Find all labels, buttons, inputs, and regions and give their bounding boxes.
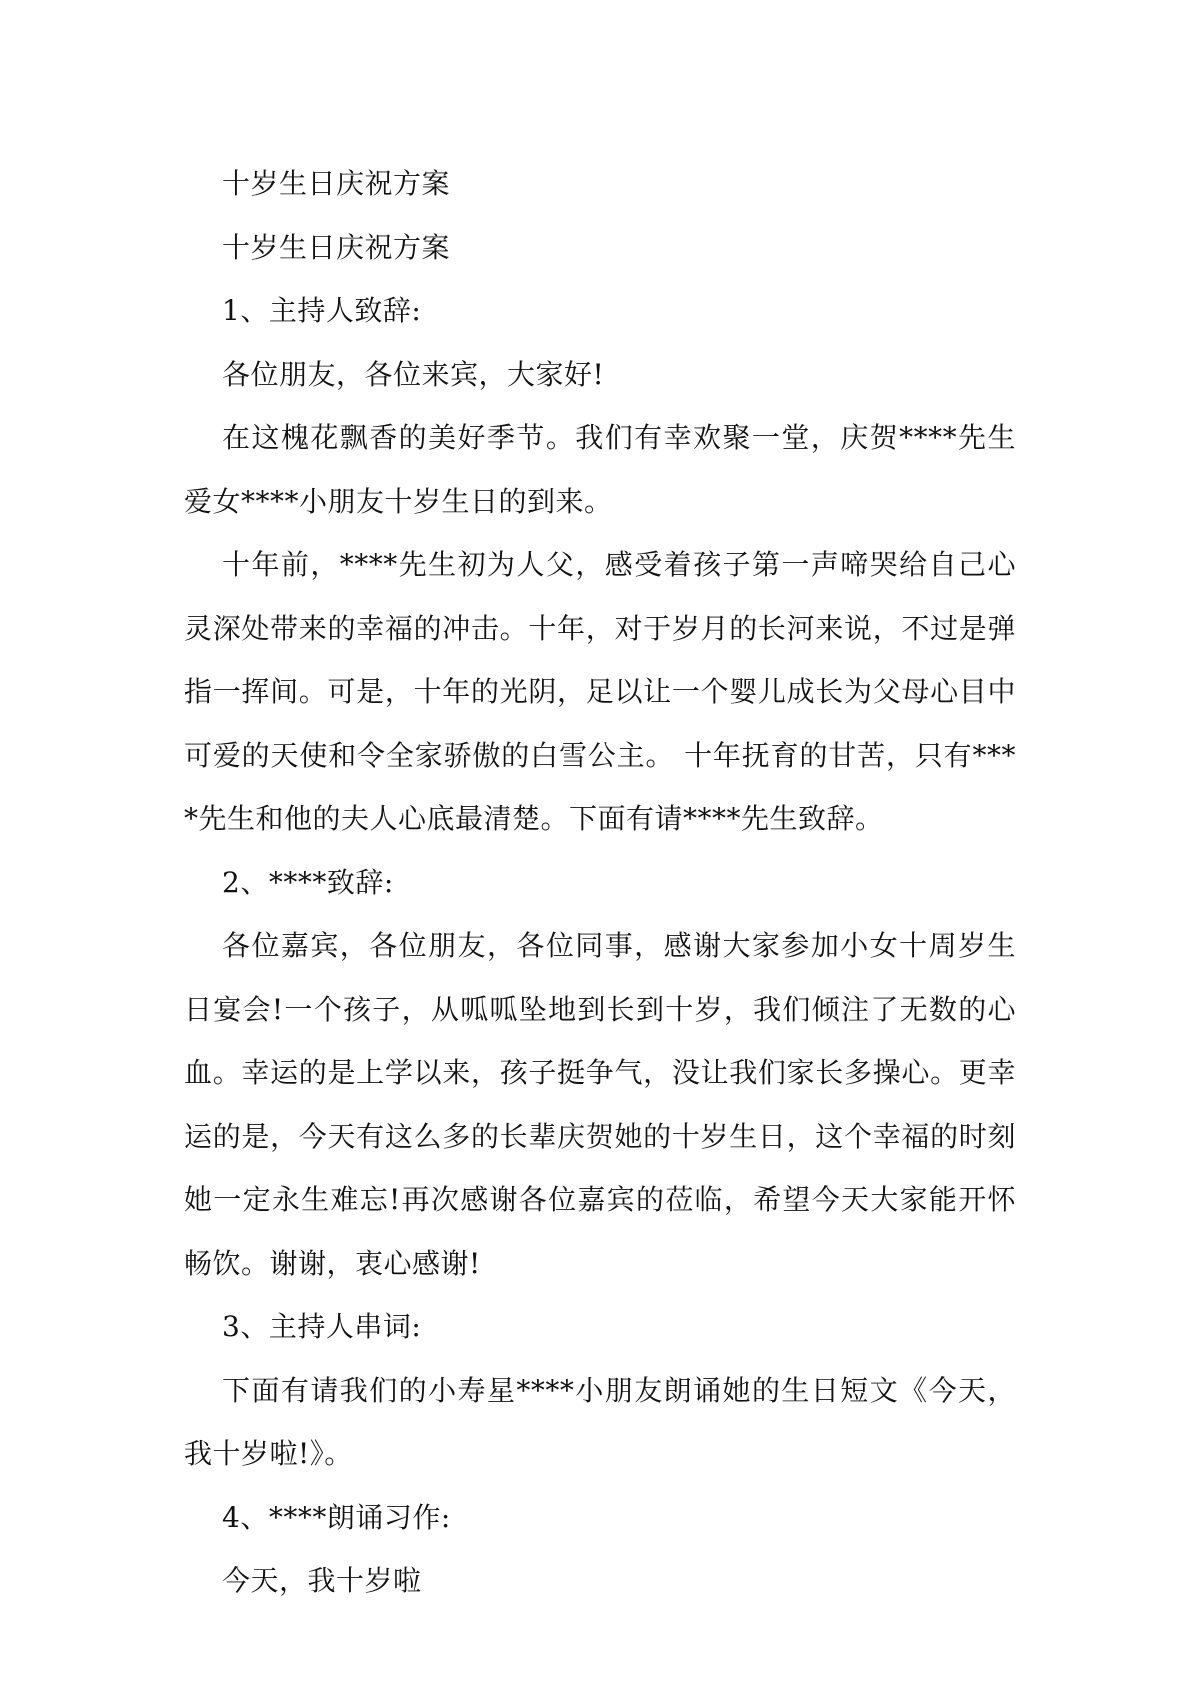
greeting-paragraph: 各位朋友，各位来宾，大家好!: [222, 357, 605, 391]
ten-years-paragraph: 十年前，****先生初为人父，感受着孩子第一声啼哭给自己心灵深处带来的幸福的冲击。十年，对于岁月的长河来说，不过是弹指一挥间。可是，十年的光阴，足以让一个婴儿成长为父母心目中可爱的天使和令全家骄傲的白雪公主。 十年抚育的甘苦，只有****先生和他的夫人心底最清楚。下面有请****先生致辞。: [184, 548, 1016, 835]
section-heading-host-transition: 3、主持人串词:: [222, 1310, 422, 1343]
section-heading-host-speech: 1、主持人致辞:: [222, 294, 422, 327]
section-heading-parent-speech: 2、****致辞:: [222, 865, 394, 899]
document-body: [184, 152, 1016, 1613]
recitation-title: 今天，我十岁啦: [222, 1564, 422, 1597]
transition-paragraph: 下面有请我们的小寿星****小朋友朗诵她的生日短文《今天，我十岁啦!》。: [184, 1373, 1016, 1470]
opening-paragraph: 在这槐花飘香的美好季节。我们有幸欢聚一堂，庆贺****先生爱女****小朋友十岁生日的到来。: [184, 421, 1016, 518]
document-title: 十岁生日庆祝方案: [222, 167, 451, 200]
section-heading-recitation: 4、****朗诵习作:: [222, 1500, 451, 1534]
parent-speech-paragraph: 各位嘉宾，各位朋友，各位同事，感谢大家参加小女十周岁生日宴会!一个孩子，从呱呱坠地到长到十岁，我们倾注了无数的心血。幸运的是上学以来，孩子挺争气，没让我们家长多操心。更幸运的是，今天有这么多的长辈庆贺她的十岁生日，这个幸福的时刻她一定永生难忘!再次感谢各位嘉宾的莅临，希望今天大家能开怀畅饮。谢谢，衷心感谢!: [184, 929, 1016, 1280]
subtitle-paragraph: 十岁生日庆祝方案: [222, 230, 451, 264]
